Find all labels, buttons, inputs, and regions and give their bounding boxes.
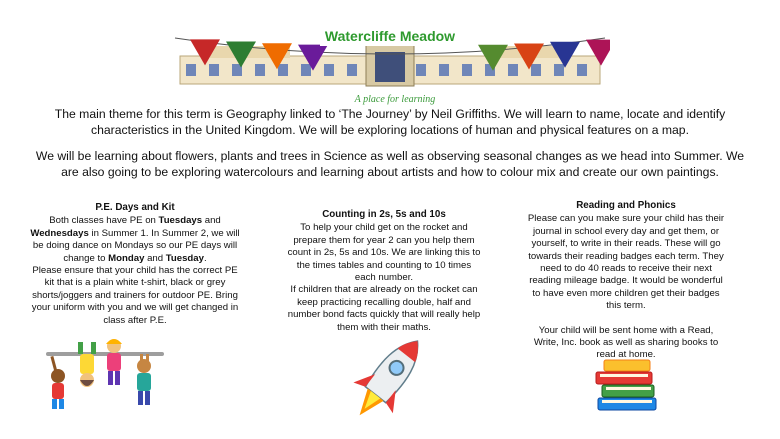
counting-text-2: If children that are already on the rocket can keep practicing recalling double, half and number bond facts quickly that will really help them with their maths.	[287, 284, 481, 333]
building-window	[508, 64, 518, 76]
building-window	[278, 64, 288, 76]
books-illustration	[592, 356, 662, 421]
reading-section	[526, 200, 726, 362]
building-window	[462, 64, 472, 76]
theme-paragraph: The main theme for this term is Geography linked to ‘The Journey’ by Neil Griffiths. We will learn to name, locate and identify characteristics in the United Kingdom. We will be exploring locations of human and physical features on a map.	[54, 107, 726, 137]
pe-kit-text: Please ensure that your child has the correct PE kit that is a plain white t-shirt, black or grey shorts/joggers and trainers for outdoor PE. Bring your uniform with you and we will get changed in class after P.E.	[31, 265, 239, 326]
rocket-illustration	[336, 330, 436, 431]
building-window	[554, 64, 564, 76]
building-window	[186, 64, 196, 76]
school-tagline: A place for learning	[354, 94, 436, 105]
building-window	[324, 64, 334, 76]
counting-text-1: To help your child get on the rocket and prepare them for year 2 can you help them count in 2s, 5s and 10s. We are linking this to the times tables and counting to 10 times each number.	[287, 222, 481, 284]
counting-section	[286, 209, 482, 334]
building-window	[416, 64, 426, 76]
school-name: Watercliffe Meadow	[324, 28, 456, 44]
science-art-paragraph: We will be learning about flowers, plants and trees in Science as well as observing seasonal changes as we head into Summer. We are also going to be exploring watercolours and learning about artists and how to colour mix and create our own paintings.	[35, 149, 745, 179]
building-window	[577, 64, 587, 76]
building-window	[531, 64, 541, 76]
building-window	[209, 64, 219, 76]
building-window	[301, 64, 311, 76]
school-banner	[170, 8, 610, 108]
reading-text-1: Please can you make sure your child has their journal in school every day and get them, or yourself, to write in their reads. These will go towards their reading badges each term. They need to do 40 reads to receive their next reading mileage badge. It would be wonderful to have even more children get their badges this term.	[527, 213, 725, 312]
reading-text-2: Your child will be sent home with a Read, Write, Inc. book as well as sharing books to read at home.	[533, 324, 719, 361]
pe-section	[30, 202, 240, 327]
children-playing-illustration	[40, 336, 170, 417]
pe-heading: P.E. Days and Kit	[95, 202, 175, 213]
reading-heading: Reading and Phonics	[576, 200, 676, 211]
building-window	[255, 64, 265, 76]
pe-days-text: Both classes have PE on Tuesdays and Wednesdays in Summer 1. In Summer 2, we will be doing dance on Mondays so our PE days will change to Monday and Tuesday.	[30, 215, 240, 264]
counting-heading: Counting in 2s, 5s and 10s	[322, 209, 446, 220]
building-window	[347, 64, 357, 76]
building-window	[439, 64, 449, 76]
